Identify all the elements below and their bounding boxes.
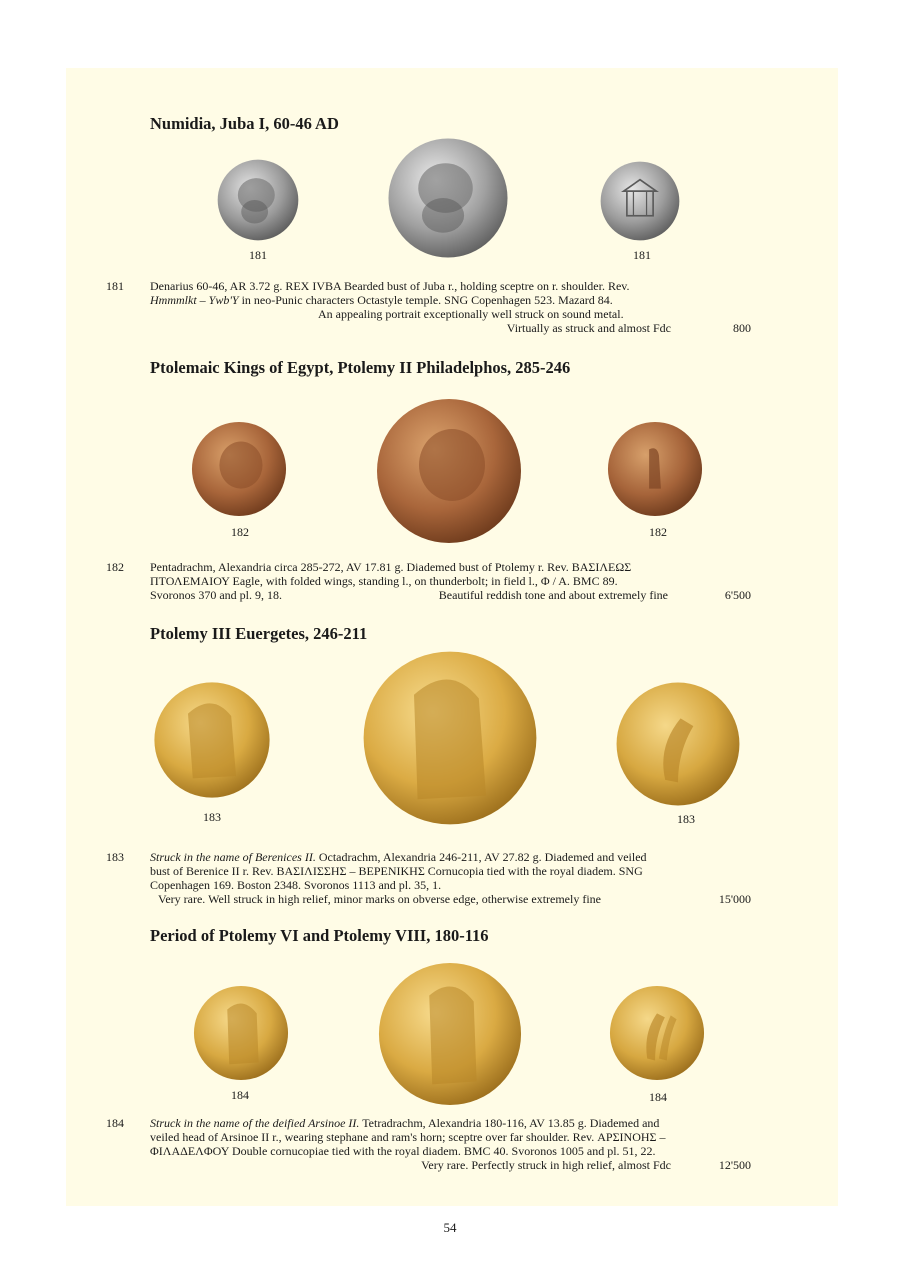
lot-line: Pentadrachm, Alexandria circa 285-272, AV 17.81 g. Diademed bust of Ptolemy r. Rev. ΒΑΣΙΛΕΩΣ xyxy=(150,560,632,574)
coin-label: 184 xyxy=(231,1088,249,1102)
lot-remark: An appealing portrait exceptionally well struck on sound metal. xyxy=(318,307,624,321)
lot-line: in neo-Punic characters Octastyle temple. SNG Copenhagen 523. Mazard 84. xyxy=(238,293,613,307)
lot-price: 800 xyxy=(733,321,751,335)
coin-label: 184 xyxy=(649,1090,667,1104)
coin-image-obverse-small xyxy=(152,680,272,800)
lot-line: Copenhagen 169. Boston 2348. Svoronos 1113 and pl. 35, 1. xyxy=(150,878,442,892)
lot-description xyxy=(150,850,751,906)
lot-line: veiled head of Arsinoe II r., wearing stephane and ram's horn; sceptre over far shoulder. Rev. ΑΡΣΙΝΟΗΣ – xyxy=(150,1130,666,1144)
lot-number: 181 xyxy=(106,279,124,293)
section-heading-numidia: Numidia, Juba I, 60-46 AD xyxy=(150,114,339,133)
coin-image-reverse-temple xyxy=(599,160,681,242)
lot-number: 184 xyxy=(106,1116,124,1130)
lot-price: 6'500 xyxy=(724,588,751,602)
lot-description xyxy=(150,279,751,335)
lot-line: bust of Berenice II r. Rev. ΒΑΣΙΛΙΣΣΗΣ – ΒΕΡΕΝΙΚΗΣ Cornucopia tied with the royal diadem. SNG xyxy=(150,864,643,878)
lot-grade: Very rare. Well struck in high relief, minor marks on obverse edge, otherwise extremely fine xyxy=(158,892,601,906)
coin-image-obverse-large xyxy=(386,136,510,260)
coin-label: 181 xyxy=(633,248,651,262)
lot-description xyxy=(150,560,751,602)
section-heading-ptolemy-ii: Ptolemaic Kings of Egypt, Ptolemy II Philadelphos, 285-246 xyxy=(150,358,571,377)
lot-number: 183 xyxy=(106,850,124,864)
lot-line: Octadrachm, Alexandria 246-211, AV 27.82 g. Diademed and veiled xyxy=(315,850,647,864)
coin-label: 182 xyxy=(231,525,249,539)
lot-lead-italic: Struck in the name of the deified Arsinoe II. xyxy=(150,1116,360,1130)
coin-image-reverse-eagle xyxy=(606,420,704,518)
lot-price: 12'500 xyxy=(718,1158,751,1172)
lot-price: 15'000 xyxy=(718,892,751,906)
coin-label: 183 xyxy=(203,810,221,824)
coin-image-obverse-large xyxy=(376,960,524,1108)
coin-label: 182 xyxy=(649,525,667,539)
coin-label: 181 xyxy=(249,248,267,262)
section-heading-ptolemy-iii: Ptolemy III Euergetes, 246-211 xyxy=(150,624,368,643)
lot-line: ΠΤΟΛΕΜΑΙΟΥ Eagle, with folded wings, standing l., on thunderbolt; in field l., Φ / Α. BMC 89. xyxy=(150,574,618,588)
lot-grade: Very rare. Perfectly struck in high relief, almost Fdc xyxy=(421,1158,671,1172)
lot-description xyxy=(150,1116,751,1172)
lot-grade: Virtually as struck and almost Fdc xyxy=(506,321,671,335)
coin-image-reverse-double-cornucopiae xyxy=(608,984,706,1082)
page-number: 54 xyxy=(443,1220,457,1235)
coin-image-obverse-small xyxy=(190,420,288,518)
lot-line: Denarius 60-46, AR 3.72 g. REX IVBA Bearded bust of Juba r., holding sceptre on r. shoulder. Rev. xyxy=(150,279,630,293)
section-heading-ptolemy-vi-viii: Period of Ptolemy VI and Ptolemy VIII, 180-116 xyxy=(150,926,489,945)
lot-number: 182 xyxy=(106,560,124,574)
lot-line: Svoronos 370 and pl. 9, 18. xyxy=(150,588,282,602)
lot-line: Tetradrachm, Alexandria 180-116, AV 13.85 g. Diademed and xyxy=(359,1116,660,1130)
coin-image-obverse-small xyxy=(192,984,290,1082)
coin-image-reverse-cornucopia xyxy=(614,680,742,808)
lot-legend-italic: Hmmmlkt – Ywb'Y xyxy=(150,293,239,307)
lot-lead-italic: Struck in the name of Berenices II. xyxy=(150,850,316,864)
catalogue-panel xyxy=(66,68,838,1206)
lot-line: ΦΙΛΑΔΕΛΦΟΥ Double cornucopiae tied with the royal diadem. BMC 40. Svoronos 1005 and pl. 51, 22. xyxy=(150,1144,656,1158)
coin-label: 183 xyxy=(677,812,695,826)
coin-image-obverse-large xyxy=(374,396,524,546)
coin-image-obverse-small xyxy=(216,158,300,242)
coin-image-obverse-large xyxy=(360,648,540,828)
lot-grade: Beautiful reddish tone and about extremely fine xyxy=(438,588,668,602)
